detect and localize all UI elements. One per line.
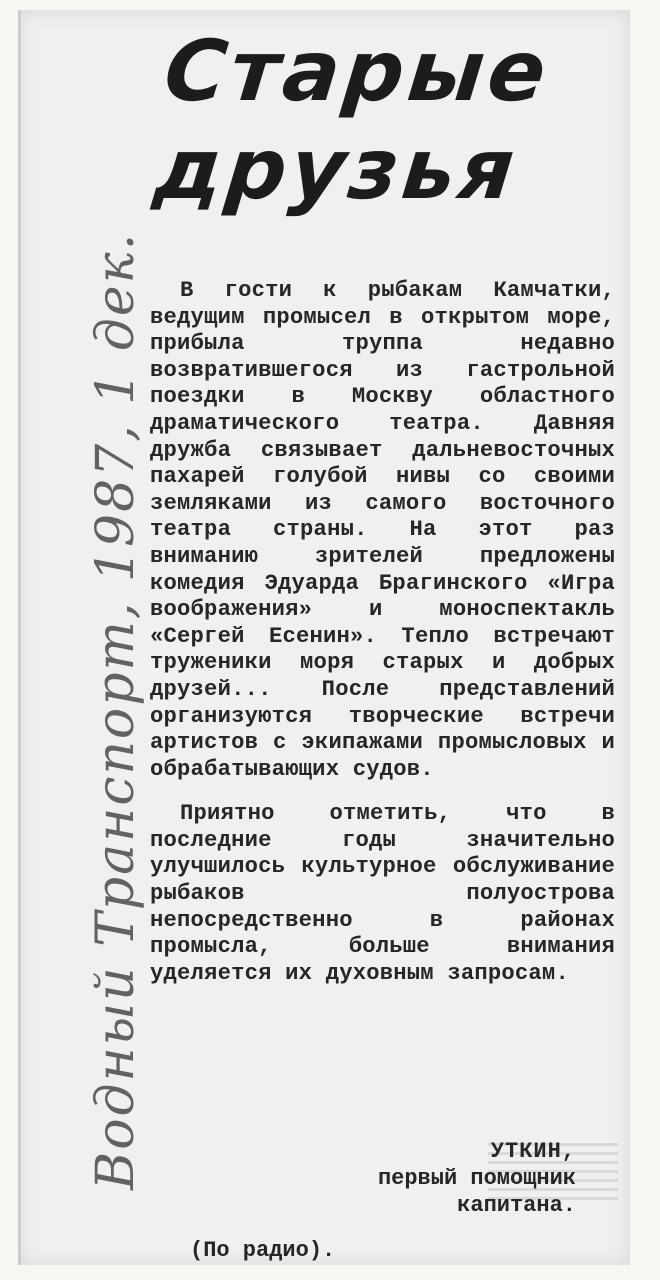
title-line-1: Старые <box>160 22 555 120</box>
article-paragraph-1: В гости к рыбакам Камчатки, ведущим промысел в открытом море, прибыла труппа недавно возвратившегося из гастрольной поездки в Москву областного драматического театра. Давняя дружба связывает дальневосточных пахарей голубой нивы со своими земляками из самого восточного театра страны. На этот раз вниманию зрителей предложены комедия Эдуарда Брагинского «Игра воображения» и моноспектакль «Сергей Есенин». Тепло встречают труженики моря старых и добрых друзей... После представлений организуются творческие встречи артистов с экипажами промысловых и обрабатывающих судов. <box>150 278 615 782</box>
author-name: УТКИН, <box>490 1139 576 1164</box>
handwritten-annotation: Водный Транспорт, 1987, 1 дек. <box>86 231 146 1190</box>
author-signature <box>378 1138 576 1219</box>
source-note: (По радио). <box>190 1238 336 1263</box>
article-title <box>150 22 555 218</box>
title-line-2: друзья <box>149 120 523 218</box>
article-body <box>150 278 615 987</box>
newspaper-clipping <box>18 10 630 1265</box>
author-role-line-1: первый помощник <box>377 1166 576 1191</box>
author-role-line-2: капитана. <box>457 1193 576 1218</box>
article-paragraph-2: Приятно отметить, что в последние годы значительно улучшилось культурное обслуживание рыбаков полуострова непосредственно в районах промысла, больше внимания уделяется их духовным запросам. <box>150 801 615 986</box>
clipping-edge <box>18 10 21 1265</box>
